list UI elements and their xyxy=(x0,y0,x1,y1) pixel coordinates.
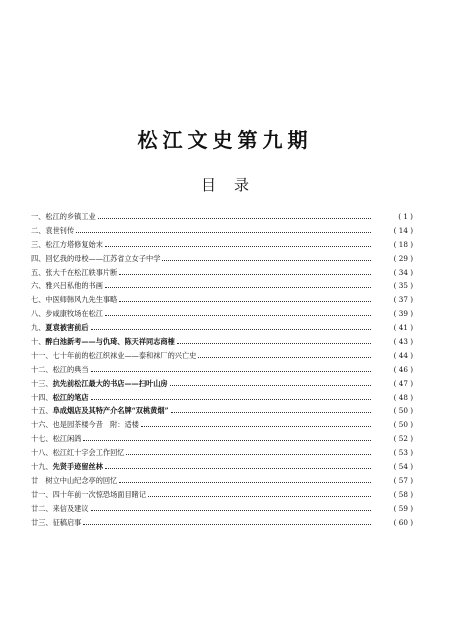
toc-entry xyxy=(31,376,413,390)
toc-dot-leader xyxy=(126,445,371,455)
toc-dot-leader xyxy=(162,251,371,261)
toc-entry xyxy=(31,348,413,362)
toc-entry-title: 树立中山纪念亭的回忆 xyxy=(45,475,118,485)
toc-entry-title: 也是园茶楼今昔 附：适楼 xyxy=(52,420,139,430)
toc-entry-page: ( 53 ) xyxy=(393,448,413,458)
toc-entry-number: 廿一、 xyxy=(31,489,53,499)
toc-entry-title: 松江的乡镇工业 xyxy=(45,212,96,221)
toc-entry-page: ( 35 ) xyxy=(393,281,413,291)
toc-entry-number: 六、 xyxy=(31,281,46,291)
toc-entry-page: ( 54 ) xyxy=(393,462,413,472)
toc-entry-number: 十二、 xyxy=(31,364,53,374)
table-of-contents xyxy=(31,209,413,528)
toc-entry-title: 先贤手迹留丝林 xyxy=(52,462,103,472)
toc-entry-title: 回忆我的母校——江苏省立女子中学 xyxy=(45,253,161,263)
toc-dot-leader xyxy=(83,515,371,525)
toc-dot-leader xyxy=(177,334,371,344)
toc-dot-leader xyxy=(105,459,371,469)
toc-entry-title: 雅兴吕私他的书画 xyxy=(45,281,103,291)
toc-entry-title: 抗先前松江最大的书店——扫叶山房 xyxy=(52,378,168,388)
toc-entry-page: ( 46 ) xyxy=(393,364,413,374)
toc-entry-number: 十五、 xyxy=(31,406,53,416)
toc-dot-leader xyxy=(148,487,371,497)
toc-entry-number: 十六、 xyxy=(31,420,53,430)
toc-dot-leader xyxy=(91,501,371,511)
toc-entry-title: 四十年前一次惊恐场面目睹记 xyxy=(52,489,147,499)
toc-entry xyxy=(31,431,413,445)
toc-entry-title: 步咸康牧场在松江 xyxy=(45,309,103,319)
toc-entry-number: 七、 xyxy=(31,295,46,305)
toc-dot-leader xyxy=(98,209,371,219)
toc-entry-number: 十九、 xyxy=(31,462,53,472)
toc-entry xyxy=(31,334,413,348)
toc-entry xyxy=(31,417,413,431)
toc-entry-number: 九、 xyxy=(31,323,46,333)
toc-entry xyxy=(31,223,413,237)
toc-entry-number: 十、 xyxy=(31,337,46,347)
toc-entry-title: 七十年前的松江织袜业——泰和袜厂的兴亡史 xyxy=(52,350,197,360)
toc-entry-number: 二、 xyxy=(31,225,46,235)
toc-entry-number: 三、 xyxy=(31,239,46,249)
toc-entry-title: 来信及建议 xyxy=(52,503,89,513)
toc-entry-number: 四、 xyxy=(31,253,46,263)
toc-dot-leader xyxy=(119,473,371,483)
toc-entry-number: 八、 xyxy=(31,309,46,319)
toc-entry xyxy=(31,390,413,404)
toc-entry xyxy=(31,209,413,223)
toc-entry-number: 五、 xyxy=(31,267,46,277)
toc-entry-page: ( 57 ) xyxy=(393,475,413,485)
toc-entry-number: 十四、 xyxy=(31,392,53,402)
toc-dot-leader xyxy=(105,278,371,288)
toc-entry-title: 松江闲鸽 xyxy=(52,434,82,444)
toc-entry xyxy=(31,515,413,529)
toc-entry-page: ( 50 ) xyxy=(393,406,413,416)
toc-entry xyxy=(31,237,413,251)
toc-entry xyxy=(31,445,413,459)
toc-dot-leader xyxy=(119,265,371,275)
toc-dot-leader xyxy=(170,376,371,386)
toc-entry-number: 廿三、 xyxy=(31,517,53,527)
toc-entry-page: ( 14 ) xyxy=(393,225,413,235)
toc-entry-page: ( 34 ) xyxy=(393,267,413,277)
toc-entry-number: 十三、 xyxy=(31,378,53,388)
toc-entry-page: ( 18 ) xyxy=(393,239,413,249)
toc-dot-leader xyxy=(83,431,371,441)
toc-entry xyxy=(31,320,413,334)
toc-entry-page: ( 59 ) xyxy=(393,503,413,513)
toc-dot-leader xyxy=(141,417,371,427)
toc-entry xyxy=(31,473,413,487)
toc-entry-title: 松江的笔店 xyxy=(52,392,89,402)
toc-entry-page: ( 50 ) xyxy=(393,420,413,430)
toc-entry-title: 松江的典当 xyxy=(52,364,89,374)
toc-entry-page: ( 44 ) xyxy=(393,350,413,360)
toc-entry-title: 袁世钊传 xyxy=(45,225,75,235)
toc-dot-leader xyxy=(91,320,371,330)
toc-entry-title: 松江红十字会工作回忆 xyxy=(52,448,125,458)
toc-dot-leader xyxy=(91,362,371,372)
toc-entry-number: 十八、 xyxy=(31,448,53,458)
toc-entry-page: ( 41 ) xyxy=(393,323,413,333)
toc-dot-leader xyxy=(119,292,371,302)
toc-entry-page: ( 39 ) xyxy=(393,309,413,319)
toc-entry-title: 中医师韩风九先生事略 xyxy=(45,295,118,305)
toc-entry-title: 征稿启事 xyxy=(52,517,82,527)
toc-entry-number: 廿 xyxy=(31,475,46,485)
toc-dot-leader xyxy=(198,348,371,358)
toc-entry xyxy=(31,487,413,501)
toc-entry-number: 廿二、 xyxy=(31,503,53,513)
toc-heading: 目录 xyxy=(200,176,267,194)
toc-entry xyxy=(31,362,413,376)
toc-entry-number: 十七、 xyxy=(31,434,53,444)
toc-entry xyxy=(31,278,413,292)
toc-dot-leader xyxy=(171,403,371,413)
toc-entry xyxy=(31,403,413,417)
toc-entry-page: ( 43 ) xyxy=(393,337,413,347)
toc-entry xyxy=(31,306,413,320)
document-title: 松江文史第九期 xyxy=(137,128,313,152)
toc-entry-page: ( 52 ) xyxy=(393,434,413,444)
toc-entry-number: 十一、 xyxy=(31,350,53,360)
toc-entry-page: ( 37 ) xyxy=(393,295,413,305)
toc-dot-leader xyxy=(91,390,371,400)
toc-entry-title: 醉白池新考——与仇琦、陈天祥同志商榷 xyxy=(45,337,175,347)
toc-entry xyxy=(31,501,413,515)
toc-entry xyxy=(31,251,413,265)
toc-entry-title: 张大千在松江轶事片断 xyxy=(45,267,118,277)
toc-entry-title: 夏袁被害前后 xyxy=(45,323,89,333)
toc-entry-number: 一、 xyxy=(31,212,46,221)
toc-entry-title: 松江方塔修复始末 xyxy=(45,239,103,249)
toc-entry xyxy=(31,459,413,473)
toc-entry-page: ( 48 ) xyxy=(393,392,413,402)
toc-dot-leader xyxy=(76,223,371,233)
toc-entry-page: ( 47 ) xyxy=(393,378,413,388)
toc-entry-page: ( 60 ) xyxy=(393,517,413,527)
toc-entry-page: ( 1 ) xyxy=(398,212,413,221)
toc-entry-title: 阜成烟店及其特产介名牌“双桃黄烟” xyxy=(52,406,169,416)
toc-entry-page: ( 58 ) xyxy=(393,489,413,499)
toc-entry-page: ( 29 ) xyxy=(393,253,413,263)
toc-dot-leader xyxy=(105,306,371,316)
toc-entry xyxy=(31,292,413,306)
toc-entry xyxy=(31,265,413,279)
toc-dot-leader xyxy=(105,237,371,247)
